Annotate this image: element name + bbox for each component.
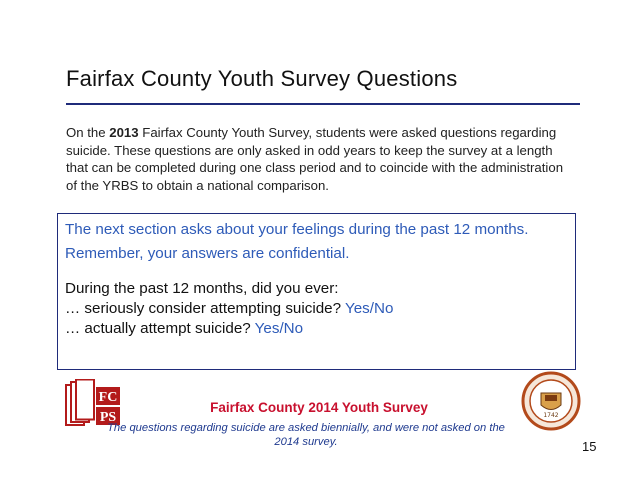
question-item-answer: Yes/No (344, 300, 394, 317)
question-intro: During the past 12 months, did you ever: (65, 280, 339, 297)
question-item-text: … actually attempt suicide? (65, 320, 255, 337)
question-box (57, 213, 576, 370)
page-number: 15 (582, 439, 597, 454)
confidential-line: Remember, your answers are confidential. (65, 245, 350, 262)
slide-title: Fairfax County Youth Survey Questions (66, 66, 458, 91)
intro-year: 2013 (109, 125, 139, 140)
intro-prefix: On the (66, 125, 110, 140)
intro-paragraph (66, 124, 576, 194)
footnote: The questions regarding suicide are asked biennially, and were not asked on the 2014 survey. (107, 422, 505, 448)
intro-rest: Fairfax County Youth Survey, students were asked questions regarding suicide. These questions are only asked in odd years to keep the survey at a length that can be completed during one class period and to coincide with the administration of the YRBS to obtain a national comparison. (66, 125, 564, 193)
question-item-attempt (65, 319, 567, 339)
question-item-text: … seriously consider attempting suicide? (65, 300, 345, 317)
footer-title: Fairfax County 2014 Youth Survey (210, 400, 428, 415)
question-item-consider (65, 299, 567, 319)
title-rule (66, 103, 580, 105)
question-item-answer: Yes/No (254, 320, 304, 337)
fcps-logo-text-bottom: PS (99, 410, 117, 425)
county-seal-year: 1742 (543, 412, 559, 419)
fcps-logo-text-top: FC (98, 390, 118, 405)
lead-line: The next section asks about your feelings during the past 12 months. (65, 221, 529, 238)
